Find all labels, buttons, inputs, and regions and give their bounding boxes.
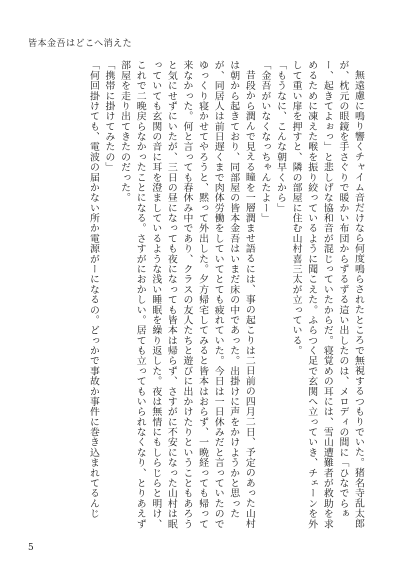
page-number: 5 bbox=[28, 543, 34, 553]
body-text-column bbox=[26, 60, 366, 530]
paragraph-narration: 昔段から潤んで見える瞳を一層潤ませ語るには、事の起こりは二日前の四月二日、予定のあった山村は朝から起きており、同部屋の皆本金吾はいまだ床の中であった。出掛けに声をかけようかと思ったが、同居人は前日遅くまで肉体労働をしていてとても疲れていた。今日は一日休みだと言っていたのでゆっくり寝かせてやろうと、黙って外出した。夕方帰宅してみると皆本はおらず、一晩経っても帰って来なかった。何と言っても春休み中であり、クラスの友人たちと遊びに出かけたりということもあろうと気にせずにいたが、三日の昼になっても夜になっても皆本は帰らず、さすがに不安になった山村は眠っていても玄関の音に耳を澄ましているような浅い睡眠を繰り返した。夜は無情にもしらじらと明け、これで二晩戻らなかったことになる。さすがにおかしい。居ても立ってもいられなくなり、とりあえず部屋を走り出てきたのだった。 bbox=[119, 60, 255, 529]
running-header-title: 皆本金吾はどこへ消えた bbox=[28, 39, 133, 49]
paragraph-dialogue: 「何回掛けても、電波の届かない所か電源がーになるの。どっかで事故か事件に巻き込まれてるんじ bbox=[87, 60, 99, 519]
paragraph-dialogue: 「金吾がいなくなっちゃんたよー」 bbox=[259, 60, 271, 224]
paragraph-dialogue: 「もうなに、こんな朝早くから」 bbox=[275, 60, 287, 213]
paragraph-narration: 無遠慮に鳴り響くチャイム音だけなら何度鳴らされたところで無視するつもりでいた。猪名寺乱太郎が、枕元の眼鏡を手さぐりで暖かい布団からずるずる這い出したのは、メロディの間に「ひなでらぁー、起きてよぉっ」と悲しげな協和音が混じっていたからだ。寝覚めの耳には、雪山遭難者が救助を求めるために凍えた喉を振り絞っているように聞こえた。ふらつく足で玄関へ立っていき、チェーンを外して重い扉を押すと、隣の部屋に住む山村喜三太が立っている。 bbox=[290, 60, 364, 529]
paragraph-dialogue: 「携帯に掛けてみたの」 bbox=[103, 60, 115, 173]
